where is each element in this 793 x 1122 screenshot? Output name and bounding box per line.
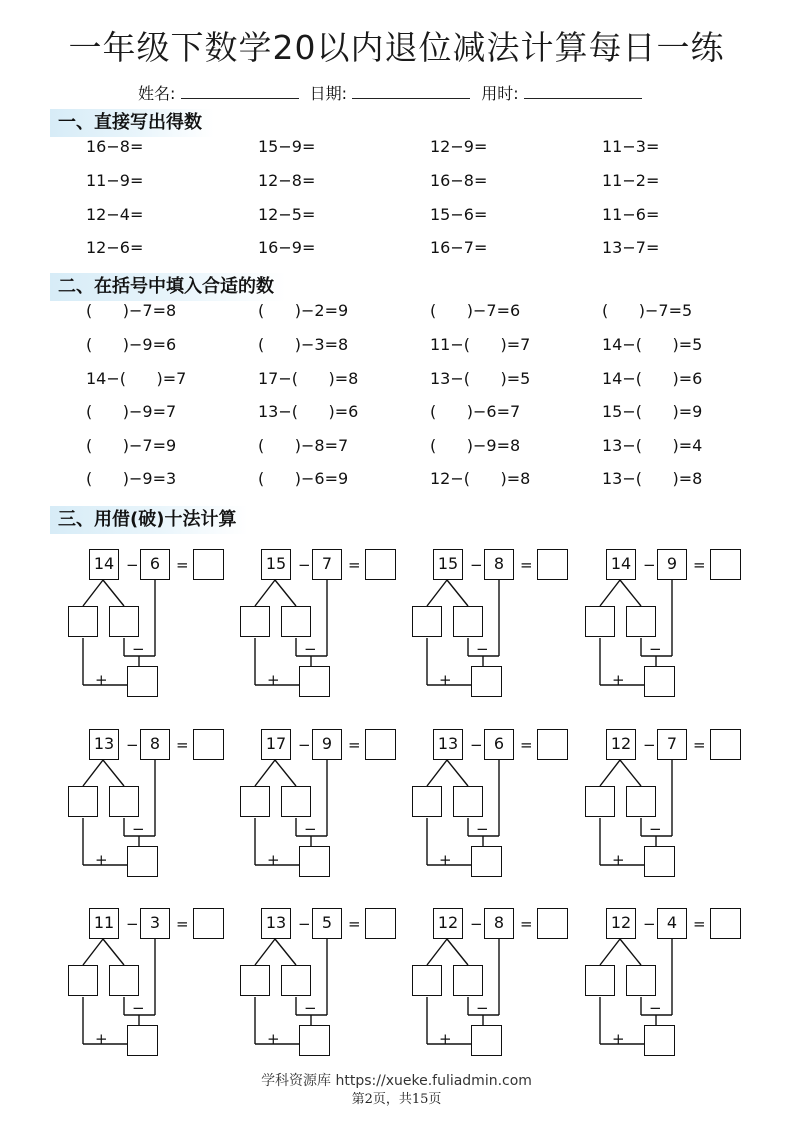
branch-minus-sign: − [304,999,317,1017]
difference-box[interactable] [299,666,330,697]
bracket-problem: ( )−7=6 [430,301,521,320]
ones-split-box[interactable] [109,965,139,996]
plus-sign: + [439,1030,452,1048]
bracket-problem: 15−( )=9 [602,402,703,421]
minus-sign: − [298,556,311,574]
plus-sign: + [439,851,452,869]
plus-sign: + [439,671,452,689]
bracket-problem: 13−( )=6 [258,402,359,421]
difference-box[interactable] [299,846,330,877]
direct-problem: 15−9= [258,137,316,156]
bracket-problem: ( )−7=5 [602,301,693,320]
bracket-problem: 13−( )=8 [602,469,703,488]
section-heading-break-ten: 三、用借(破)十法计算 [50,506,248,534]
section-heading-direct: 一、直接写出得数 [50,109,214,137]
bracket-problem: 12−( )=8 [430,469,531,488]
connector-line [447,760,468,786]
break-ten-diagram [584,907,744,1063]
branch-minus-sign: − [649,999,662,1017]
connector-line [275,939,296,965]
minuend-box: 12 [606,729,636,760]
answer-box[interactable] [537,549,568,580]
difference-box[interactable] [471,846,502,877]
minus-sign: − [298,915,311,933]
bracket-problem: ( )−7=9 [86,436,177,455]
date-blank [352,97,470,99]
break-ten-diagram [411,728,571,884]
ones-split-box[interactable] [626,965,656,996]
direct-problem: 16−9= [258,238,316,257]
branch-minus-sign: − [132,820,145,838]
connector-line [427,939,447,965]
connector-line [447,939,468,965]
page-title: 一年级下数学20以内退位减法计算每日一练 [68,28,725,67]
equals-sign: = [348,915,361,933]
branch-minus-sign: − [304,820,317,838]
break-ten-diagram [67,548,227,704]
connector-line [83,580,103,606]
minuend-box: 14 [606,549,636,580]
break-ten-diagram [411,548,571,704]
break-ten-diagram [67,907,227,1063]
difference-box[interactable] [471,666,502,697]
time-blank [524,97,642,99]
direct-problem: 16−8= [86,137,144,156]
answer-box[interactable] [193,729,224,760]
minus-sign: − [470,556,483,574]
equals-sign: = [176,556,189,574]
bracket-problem: 14−( )=5 [602,335,703,354]
minus-sign: − [643,556,656,574]
bracket-problem: ( )−6=9 [258,469,349,488]
direct-problem: 12−9= [430,137,488,156]
ones-split-box[interactable] [109,786,139,817]
bracket-problem: ( )−9=8 [430,436,521,455]
answer-box[interactable] [365,729,396,760]
branch-minus-sign: − [476,640,489,658]
difference-box[interactable] [644,1025,675,1056]
break-ten-diagram [239,548,399,704]
plus-sign: + [267,671,280,689]
plus-sign: + [267,851,280,869]
connector-line [427,760,447,786]
break-ten-diagram [584,548,744,704]
minuend-box: 13 [261,908,291,939]
equals-sign: = [176,915,189,933]
footer-page-number: 第2页，共15页 [351,1092,442,1107]
branch-minus-sign: − [476,999,489,1017]
date-label: 日期: [309,84,347,103]
break-ten-diagram [239,728,399,884]
minus-sign: − [298,736,311,754]
connector-line [103,760,124,786]
ones-split-box[interactable] [453,786,483,817]
plus-sign: + [612,1030,625,1048]
bracket-problem: 14−( )=6 [602,369,703,388]
equals-sign: = [176,736,189,754]
minus-sign: − [643,736,656,754]
minus-sign: − [470,915,483,933]
equals-sign: = [520,556,533,574]
branch-minus-sign: − [132,640,145,658]
connector-line [255,760,275,786]
connector-line [600,760,620,786]
difference-box[interactable] [127,1025,158,1056]
direct-problem: 12−5= [258,205,316,224]
direct-problem: 16−7= [430,238,488,257]
plus-sign: + [612,671,625,689]
equals-sign: = [693,556,706,574]
tens-split-box[interactable] [240,606,270,637]
plus-sign: + [612,851,625,869]
direct-problem: 12−8= [258,171,316,190]
ones-split-box[interactable] [281,606,311,637]
minuend-box: 17 [261,729,291,760]
answer-box[interactable] [710,549,741,580]
tens-split-box[interactable] [412,786,442,817]
subtrahend-box: 4 [657,908,687,939]
bracket-problem: 11−( )=7 [430,335,531,354]
answer-box[interactable] [193,549,224,580]
tens-split-box[interactable] [68,786,98,817]
ones-split-box[interactable] [626,606,656,637]
connector-line [275,580,296,606]
equals-sign: = [348,556,361,574]
difference-box[interactable] [471,1025,502,1056]
answer-box[interactable] [365,549,396,580]
subtrahend-box: 7 [657,729,687,760]
connector-line [83,939,103,965]
ones-split-box[interactable] [281,786,311,817]
connector-line [447,580,468,606]
minuend-box: 15 [433,549,463,580]
tens-split-box[interactable] [585,606,615,637]
subtrahend-box: 8 [484,549,514,580]
difference-box[interactable] [127,666,158,697]
equals-sign: = [693,915,706,933]
bracket-problem: 14−( )=7 [86,369,187,388]
section-heading-brackets: 二、在括号中填入合适的数 [50,273,286,301]
subtrahend-box: 6 [484,729,514,760]
minuend-box: 13 [89,729,119,760]
difference-box[interactable] [299,1025,330,1056]
plus-sign: + [95,851,108,869]
direct-problem: 13−7= [602,238,660,257]
connector-line [620,760,641,786]
answer-box[interactable] [537,908,568,939]
subtrahend-box: 3 [140,908,170,939]
bracket-problem: ( )−6=7 [430,402,521,421]
minus-sign: − [126,915,139,933]
minus-sign: − [470,736,483,754]
minuend-box: 15 [261,549,291,580]
branch-minus-sign: − [476,820,489,838]
branch-minus-sign: − [304,640,317,658]
minuend-box: 12 [433,908,463,939]
break-ten-diagram [584,728,744,884]
answer-box[interactable] [537,729,568,760]
subtrahend-box: 8 [484,908,514,939]
branch-minus-sign: − [649,820,662,838]
break-ten-diagram [67,728,227,884]
branch-minus-sign: − [649,640,662,658]
connector-line [600,939,620,965]
equals-sign: = [348,736,361,754]
answer-box[interactable] [710,908,741,939]
tens-split-box[interactable] [585,965,615,996]
minus-sign: − [643,915,656,933]
ones-split-box[interactable] [281,965,311,996]
connector-line [255,939,275,965]
direct-problem: 11−6= [602,205,660,224]
ones-split-box[interactable] [453,606,483,637]
minuend-box: 14 [89,549,119,580]
direct-problem: 15−6= [430,205,488,224]
subtrahend-box: 5 [312,908,342,939]
tens-split-box[interactable] [240,965,270,996]
student-info-row [138,81,648,104]
tens-split-box[interactable] [412,606,442,637]
subtrahend-box: 9 [312,729,342,760]
subtrahend-box: 6 [140,549,170,580]
difference-box[interactable] [127,846,158,877]
direct-problem: 11−3= [602,137,660,156]
ones-split-box[interactable] [453,965,483,996]
tens-split-box[interactable] [68,965,98,996]
footer-source: 学科资源库 https://xueke.fuliadmin.com [261,1073,532,1089]
plus-sign: + [95,671,108,689]
direct-problem: 12−6= [86,238,144,257]
minuend-box: 11 [89,908,119,939]
connector-line [275,760,296,786]
ones-split-box[interactable] [109,606,139,637]
equals-sign: = [693,736,706,754]
plus-sign: + [267,1030,280,1048]
ones-split-box[interactable] [626,786,656,817]
tens-split-box[interactable] [240,786,270,817]
name-label: 姓名: [138,84,176,103]
connector-line [83,760,103,786]
tens-split-box[interactable] [68,606,98,637]
answer-box[interactable] [365,908,396,939]
equals-sign: = [520,915,533,933]
equals-sign: = [520,736,533,754]
subtrahend-box: 8 [140,729,170,760]
subtrahend-box: 7 [312,549,342,580]
break-ten-diagram [239,907,399,1063]
direct-problem: 16−8= [430,171,488,190]
bracket-problem: ( )−9=6 [86,335,177,354]
break-ten-diagram [411,907,571,1063]
bracket-problem: ( )−8=7 [258,436,349,455]
minus-sign: − [126,556,139,574]
time-label: 用时: [481,84,519,103]
plus-sign: + [95,1030,108,1048]
direct-problem: 11−2= [602,171,660,190]
bracket-problem: 13−( )=4 [602,436,703,455]
subtrahend-box: 9 [657,549,687,580]
connector-line [427,580,447,606]
connector-line [620,939,641,965]
connector-line [600,580,620,606]
bracket-problem: 17−( )=8 [258,369,359,388]
answer-box[interactable] [193,908,224,939]
tens-split-box[interactable] [585,786,615,817]
tens-split-box[interactable] [412,965,442,996]
difference-box[interactable] [644,666,675,697]
direct-problem: 12−4= [86,205,144,224]
bracket-problem: ( )−9=7 [86,402,177,421]
connector-line [103,580,124,606]
bracket-problem: ( )−9=3 [86,469,177,488]
bracket-problem: ( )−7=8 [86,301,177,320]
bracket-problem: ( )−2=9 [258,301,349,320]
name-blank [181,97,299,99]
answer-box[interactable] [710,729,741,760]
minuend-box: 12 [606,908,636,939]
connector-line [255,580,275,606]
direct-problem: 11−9= [86,171,144,190]
connector-line [103,939,124,965]
difference-box[interactable] [644,846,675,877]
bracket-problem: 13−( )=5 [430,369,531,388]
connector-line [620,580,641,606]
minus-sign: − [126,736,139,754]
minuend-box: 13 [433,729,463,760]
branch-minus-sign: − [132,999,145,1017]
bracket-problem: ( )−3=8 [258,335,349,354]
